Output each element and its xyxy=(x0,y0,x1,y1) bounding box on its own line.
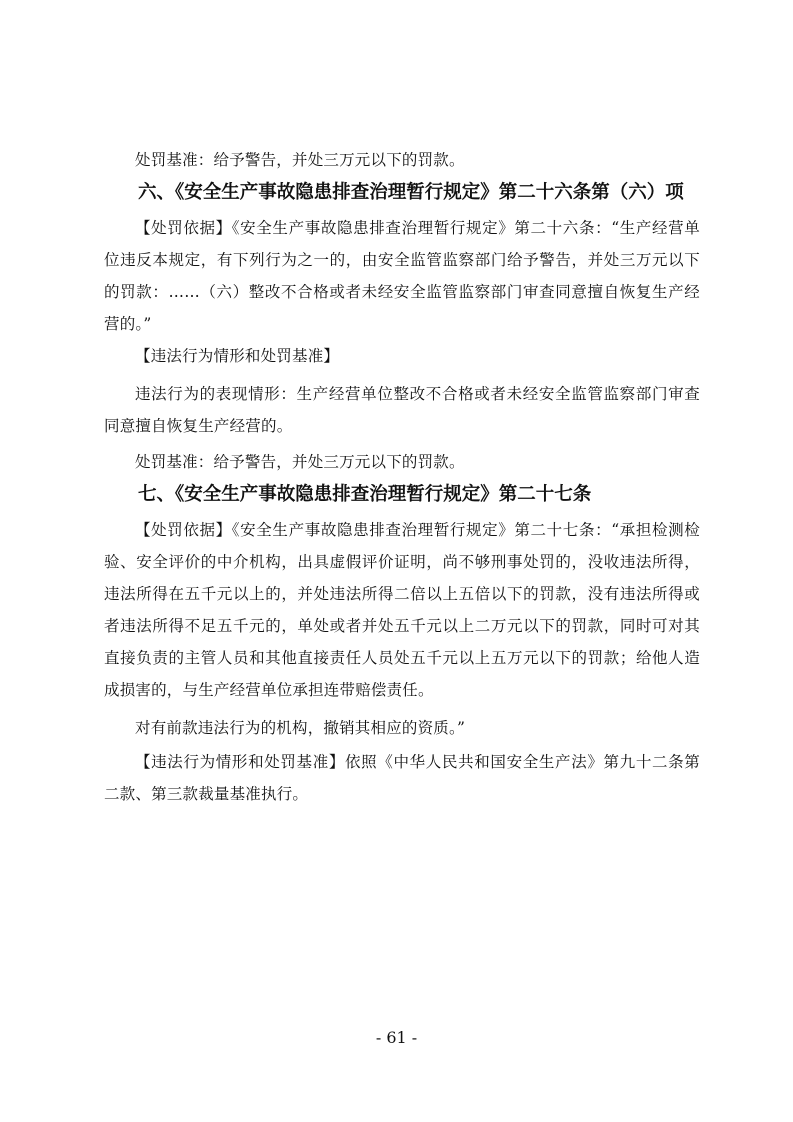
violation-standard-paragraph: 【违法行为情形和处罚基准】依照《中华人民共和国安全生产法》第九十二条第二款、第三款裁量基准执行。 xyxy=(104,753,700,803)
penalty-basis-paragraph: 【处罚依据】《安全生产事故隐患排查治理暂行规定》第二十六条：“生产经营单位违反本规定，有下列行为之一的，由安全监管监察部门给予警告，并处三万元以下的罚款：……（六）整改不合格或者未经安全监管监察部门审查同意擅自恢复生产经营的。” xyxy=(104,219,700,333)
penalty-standard-paragraph-2: 处罚基准：给予警告，并处三万元以下的罚款。 xyxy=(135,453,465,471)
penalty-basis-paragraph-2: 【处罚依据】《安全生产事故隐患排查治理暂行规定》第二十七条：“承担检测检验、安全评价的中介机构，出具虚假评价证明，尚不够刑事处罚的，没收违法所得，违法所得在五千元以上的，并处违法所得二倍以上五倍以下的罚款，没有违法所得或者违法所得不足五千元的，单处或者并处五千元以上二万元以下的罚款，同时可对其直接负责的主管人员和其他直接责任人员处五千元以上五万元以下的罚款；给他人造成损害的，与生产经营单位承担连带赔偿责任。 xyxy=(104,521,700,699)
violation-heading-paragraph: 【违法行为情形和处罚基准】 xyxy=(135,347,340,365)
section-heading-7: 七、《安全生产事故隐患排查治理暂行规定》第二十七条 xyxy=(138,484,592,505)
penalty-standard-paragraph: 处罚基准：给予警告，并处三万元以下的罚款。 xyxy=(135,151,465,169)
revocation-paragraph: 对有前款违法行为的机构，撤销其相应的资质。” xyxy=(135,719,466,737)
section-heading-6: 六、《安全生产事故隐患排查治理暂行规定》第二十六条第（六）项 xyxy=(138,182,684,203)
page-number: - 61 - xyxy=(375,1028,418,1047)
violation-situation-paragraph: 违法行为的表现情形：生产经营单位整改不合格或者未经安全监管监察部门审查同意擅自恢复生产经营的。 xyxy=(104,385,700,435)
